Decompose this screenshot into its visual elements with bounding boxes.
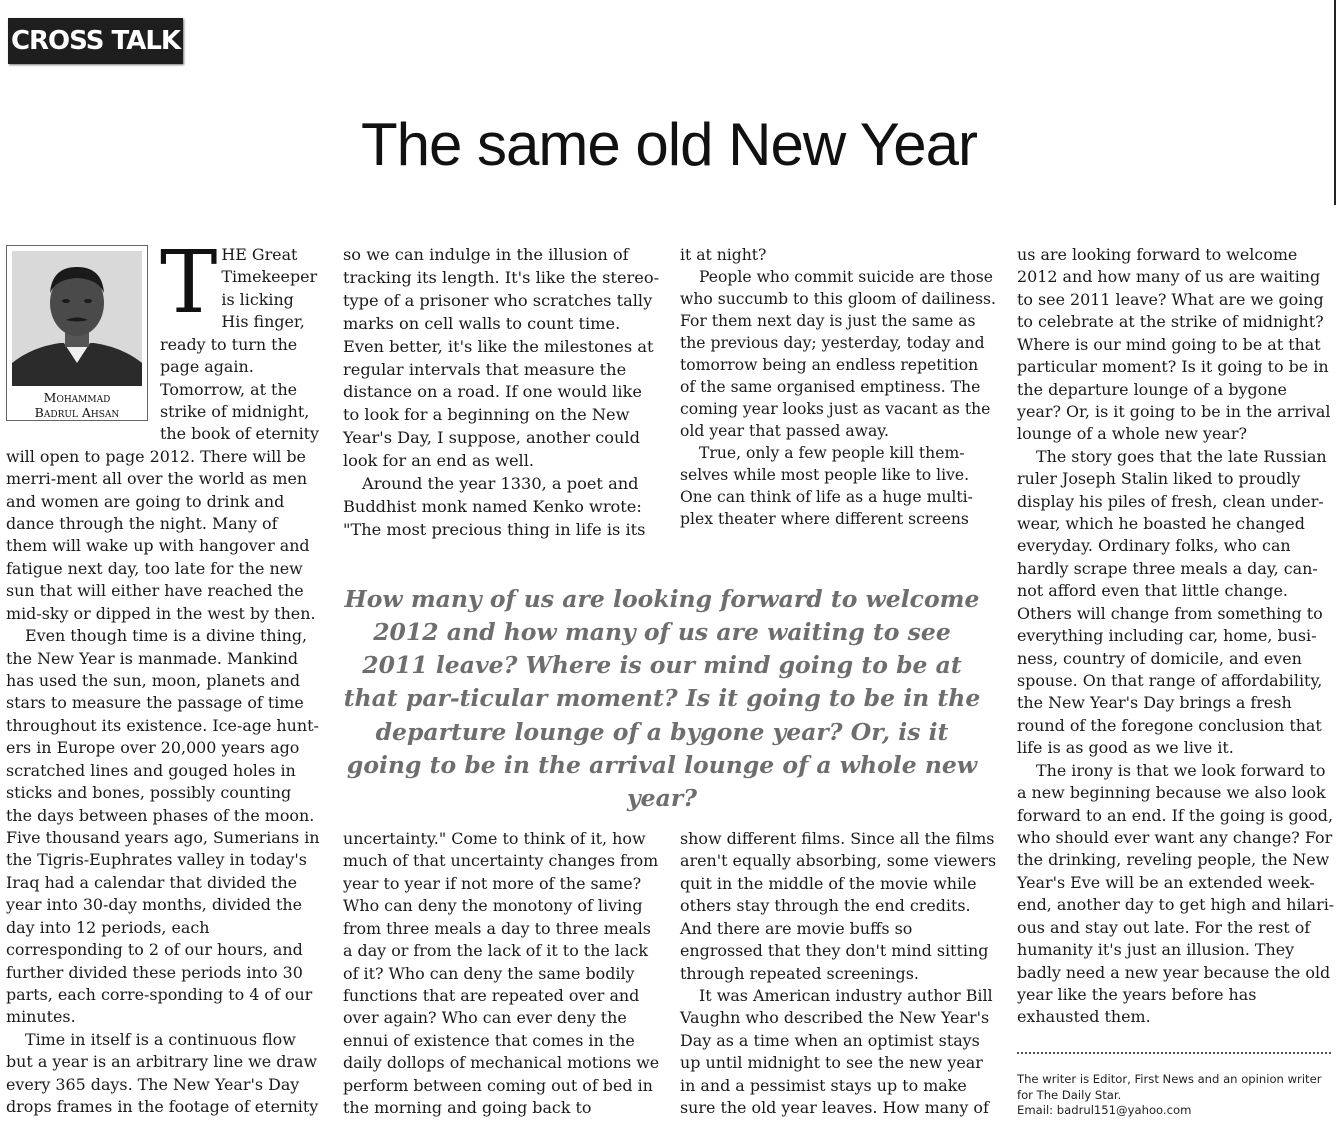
paragraph: Time in itself is a continuous flow but a year is an arbitrary line we draw every 365 days. The New Year's Day drops frames in the footage of eternity [6,1029,319,1117]
paragraph: us are looking forward to welcome 2012 and how many of us are waiting to see 2011 leave? What are we going to celebrate at the strike of midnight? Where is our mind going to be at that particular moment? Is it going to be in the departure lounge of a bygone year? Or, is it going to be in the arrival lounge of a whole new year? [1017,245,1331,444]
paragraph: uncertainty." Come to think of it, how much of that uncertainty changes from year to year if not more of the same? Who can deny the monotony of living from three meals a day to three meals a day or from the lack of it to the lack of it? Who can deny the same bodily functions that are repeated over and over again? Who can ever deny the ennui of existence that comes in the daily dollops of mechanical motions we perform between coming out of bed in the morning and going back to [343,829,660,1118]
bio-email: Email: badrul151@yahoo.com [1017,1103,1192,1117]
headline: The same old New Year [360,111,978,178]
bio-text: The writer is Editor, First News and an opinion writer for The Daily Star. [1017,1072,1322,1102]
paragraph: so we can indulge in the illusion of tracking its length. It's like the stereo-type of a prisoner who scratches tally marks on cell walls to count time. Even better, it's like the milestones at regular intervals that measure the distance on a road. If one would like to look for a beginning on the New Year's Day, I suppose, another could look for an end as well. [343,245,660,471]
pull-quote: How many of us are looking forward to welcome 2012 and how many of us are waiting to see 2011 leave? Where is our mind going to be at that par-ticular moment? Is it going to be in the departure lounge of a bygone year? Or, is it going to be in the arrival lounge of a whole new year? [343,585,981,812]
bio-divider [1017,1052,1331,1054]
author-box [6,245,148,421]
paragraph: People who commit suicide are those who succumb to this gloom of dailiness. For them next day is just the same as the previous day; yesterday, today and tomorrow being an endless repetition of the same organised emptiness. The coming year looks just as vacant as the old year that passed away. [680,268,996,440]
paragraph: Even though time is a divine thing, the New Year is manmade. Mankind has used the sun, moon, planets and stars to measure the passage of time throughout its existence. Ice-age hunt-ers in Europe over 20,000 years ago scratched lines and gouged holes in sticks and bones, possibly counting the days between phases of the moon. Five thousand years ago, Sumerians in the Tigris-Euphrates valley in today's Iraq had a calendar that divided the year into 30-day months, divided the day into 12 periods, each corresponding to 2 of our hours, and further divided these periods into 30 parts, each corre-sponding to 4 of our minutes. [6,626,320,1027]
paragraph: The irony is that we look forward to a new beginning because we also look forward to an end. If the going is good, who should ever want any change? For the drinking, reveling people, the New Year's Eve will be an extended week-end, another day to get high and hilari-ous and stay out late. For the rest of humanity it's just an illusion. They badly need a new year because the old year like the years before has exhausted them. [1017,760,1335,1027]
paragraph: True, only a few people kill them-selves while most people like to live. One can think of life as a huge multi-plex theater where different screens [680,444,973,528]
article-column-2-top [343,244,661,542]
paragraph: Around the year 1330, a poet and Buddhist monk named Kenko wrote: "The most precious thing in life is its [343,474,646,539]
drop-cap: T [160,233,218,333]
author-portrait-icon [12,251,142,386]
paragraph: show different films. Since all the films aren't equally absorbing, some viewers quit in the middle of the movie while others stay through the end credits. And there are movie buffs so engrossed that they don't mind sitting through repeated screenings. [680,829,997,983]
section-badge: CROSS TALK [8,18,183,64]
article-column-3-bottom [680,828,998,1119]
author-bio [1017,1072,1335,1119]
article-column-1 [6,233,322,1129]
paragraph: It was American industry author Bill Vaughn who described the New Year's Day as a time when an optimist stays up until midnight to see the new year in and a pessimist stays up to make sure the old year leaves. How many of [680,985,993,1118]
paragraph: The story goes that the late Russian ruler Joseph Stalin liked to proudly display his piles of fresh, clean under-wear, which he boasted he changed everyday. Ordinary folks, who can hardly scrape three meals a day, can-not afford even that little change. Others will change from something to everything including car, home, busi-ness, country of domicile, and even spouse. On that range of affordability, the New Year's Day brings a fresh round of the foregone conclusion that life is as good as we live it. [1017,446,1327,758]
article-column-4 [1017,244,1335,1029]
author-name: Mohammad Badrul Ahsan [34,390,120,420]
paragraph: it at night? [680,246,767,264]
article-column-3-top [680,244,998,530]
paragraph: THE Great Timekeeper is licking His finger, ready to turn the page again. Tomorrow, at the strike of midnight, the book of eternity will open to page 2012. There will be merri-ment all over the world as men and women are going to drink and dance through the night. Many of them will wake up with hangover and fatigue next day, too late for the new sun that will either have reached the mid-sky or dipped in the west by then. [6,233,320,623]
article-column-2-bottom [343,828,661,1119]
